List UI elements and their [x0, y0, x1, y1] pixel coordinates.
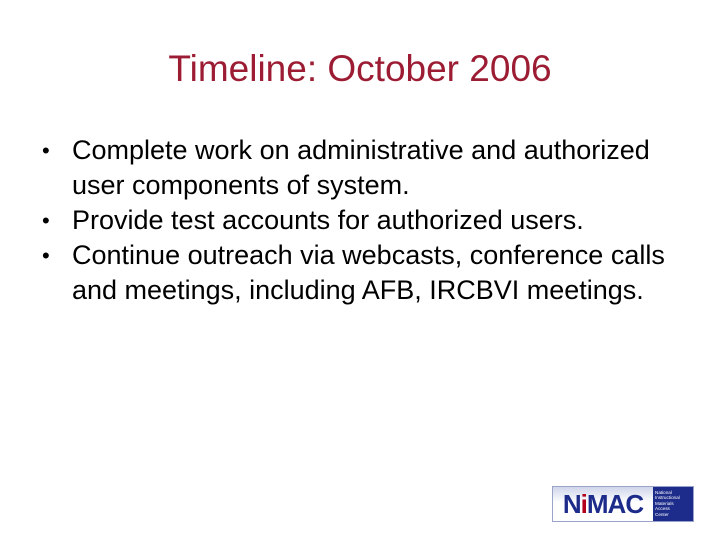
logo-tagline-line: Materials — [655, 500, 674, 506]
bullet-list — [42, 133, 702, 308]
bullet-text: Provide test accounts for authorized users. — [72, 205, 584, 235]
logo-letter-i: i — [580, 489, 587, 519]
bullet-marker: • — [42, 138, 50, 163]
logo-tagline-line: National — [655, 490, 672, 495]
bullet-text: Continue outreach via webcasts, conference calls and meetings, including AFB, IRCBVI meetings. — [72, 240, 665, 305]
nimac-logo-tagline — [653, 487, 693, 521]
nimac-logo-wordmark — [553, 487, 653, 521]
bullet-item — [42, 238, 702, 308]
logo-letter-n: N — [562, 489, 581, 519]
logo-letters-mac: MAC — [586, 489, 644, 519]
bullet-item — [42, 203, 702, 238]
bullet-marker: • — [42, 243, 50, 268]
bullet-marker: • — [42, 208, 50, 233]
logo-tagline-line: Access — [655, 506, 670, 512]
nimac-logo — [552, 486, 694, 522]
bullet-item — [42, 133, 702, 203]
slide-title: Timeline: October 2006 — [168, 48, 552, 89]
bullet-text: Complete work on administrative and authorized user components of system. — [72, 135, 650, 200]
logo-tagline-line: Instructional — [655, 495, 680, 501]
logo-tagline-line: Center — [655, 511, 669, 517]
